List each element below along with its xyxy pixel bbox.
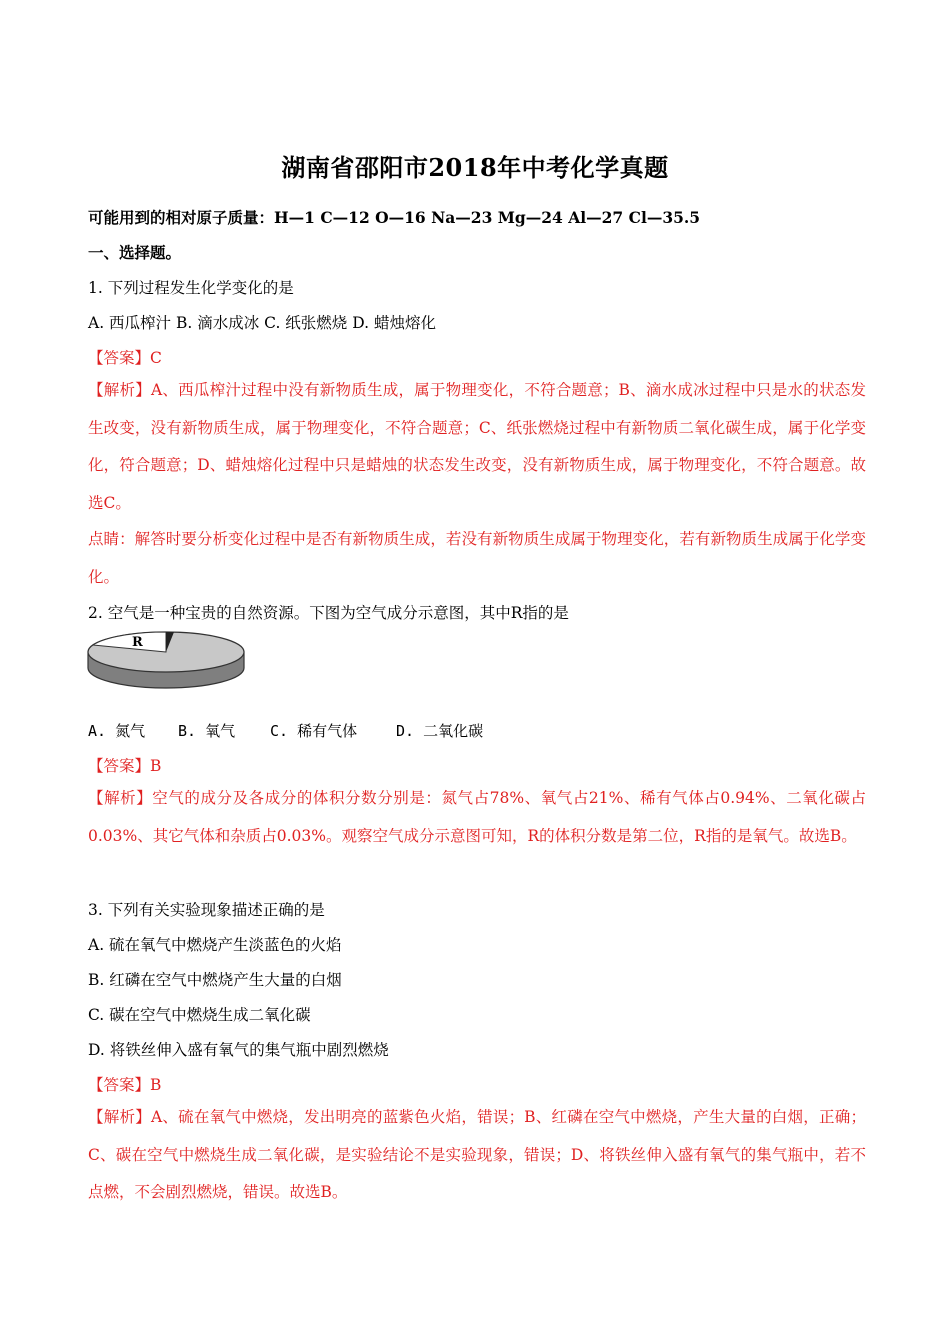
q1-tip: 点睛：解答时要分析变化过程中是否有新物质生成，若没有新物质生成属于物理变化，若有新物质生成属于化学变化。 — [88, 530, 866, 586]
q2-option-d: D. 二氧化碳 — [396, 722, 484, 740]
q1-stem: 1. 下列过程发生化学变化的是 — [88, 279, 294, 297]
q2-answer: 【答案】B — [88, 757, 162, 775]
q1-options: A. 西瓜榨汁 B. 滴水成冰 C. 纸张燃烧 D. 蜡烛熔化 — [88, 314, 436, 332]
pie-label-r: R — [132, 635, 143, 650]
atomic-mass-line: 可能用到的相对原子质量：H—1 C—12 O—16 Na—23 Mg—24 Al—27 Cl—35.5 — [88, 208, 701, 227]
air-composition-pie-diagram — [86, 630, 246, 694]
section-heading: 一、选择题。 — [88, 243, 182, 262]
q3-option-a: A. 硫在氧气中燃烧产生淡蓝色的火焰 — [88, 936, 342, 954]
q2-option-b: B. 氧气 — [178, 722, 236, 740]
q3-option-d: D. 将铁丝伸入盛有氧气的集气瓶中剧烈燃烧 — [88, 1041, 389, 1059]
q2-option-c: C. 稀有气体 — [270, 722, 358, 740]
q2-stem: 2. 空气是一种宝贵的自然资源。下图为空气成分示意图，其中R指的是 — [88, 604, 569, 622]
page-title: 湖南省邵阳市2018年中考化学真题 — [281, 153, 669, 182]
q1-analysis: 【解析】A、西瓜榨汁过程中没有新物质生成，属于物理变化，不符合题意；B、滴水成冰过程中只是水的状态发生改变，没有新物质生成，属于物理变化，不符合题意；C、纸张燃烧过程中有新物质二氧化碳生成，属于化学变化，符合题意；D、蜡烛熔化过程中只是蜡烛的状态发生改变，没有新物质生成，属于物理变化，不符合题意。故选C。 — [88, 381, 866, 512]
q3-answer: 【答案】B — [88, 1076, 162, 1094]
q3-option-b: B. 红磷在空气中燃烧产生大量的白烟 — [88, 971, 342, 989]
q3-analysis: 【解析】A、硫在氧气中燃烧，发出明亮的蓝紫色火焰，错误；B、红磷在空气中燃烧，产生大量的白烟，正确；C、碳在空气中燃烧生成二氧化碳，是实验结论不是实验现象，错误；D、将铁丝伸入盛有氧气的集气瓶中，若不点燃，不会剧烈燃烧，错误。故选B。 — [88, 1108, 866, 1201]
q2-options — [88, 721, 868, 741]
q1-answer: 【答案】C — [88, 349, 162, 367]
q2-option-a: A. 氮气 — [88, 722, 146, 740]
q3-stem: 3. 下列有关实验现象描述正确的是 — [88, 901, 325, 919]
q2-analysis: 【解析】空气的成分及各成分的体积分数分别是：氮气占78%、氧气占21%、稀有气体占0.94%、二氧化碳占0.03%、其它气体和杂质占0.03%。观察空气成分示意图可知，R的体积分数是第二位，R指的是氧气。故选B。 — [88, 789, 866, 845]
q3-option-c: C. 碳在空气中燃烧生成二氧化碳 — [88, 1006, 311, 1024]
